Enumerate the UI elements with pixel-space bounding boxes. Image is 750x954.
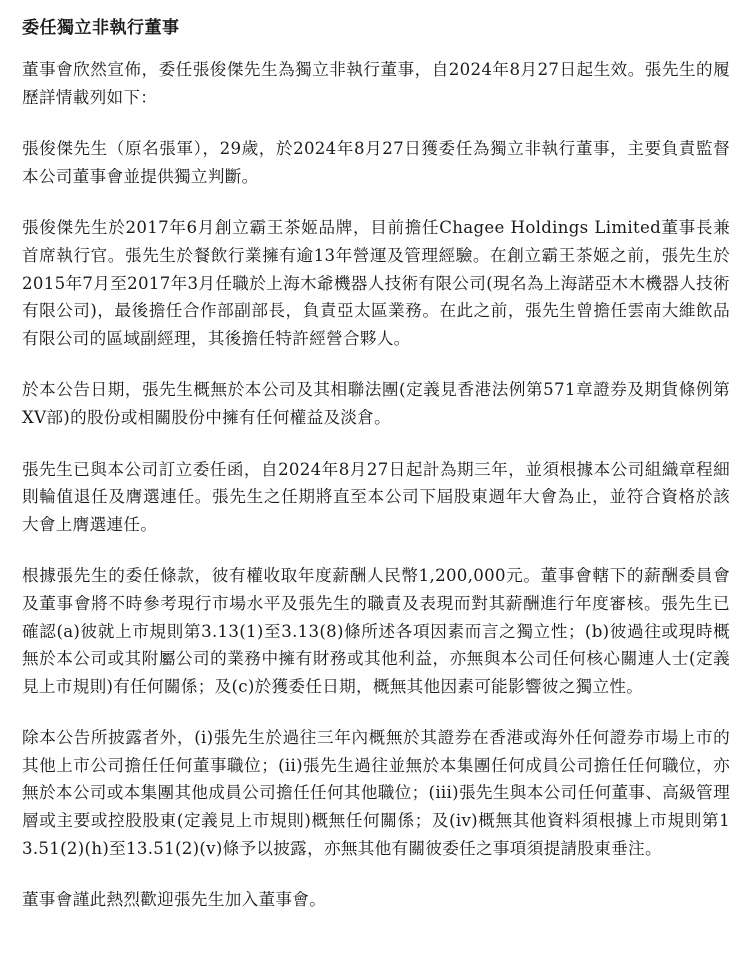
paragraph-term: 張先生已與本公司訂立委任函，自2024年8月27日起計為期三年，並須根據本公司組織章程細則輪值退任及膺選連任。張先生之任期將直至本公司下屆股東週年大會為止，並符合資格於該大會上膺選連任。	[22, 459, 730, 534]
paragraph-disclosure: 除本公告所披露者外，(i)張先生於過往三年內概無於其證券在香港或海外任何證券市場上市的其他上市公司擔任任何董事職位；(ii)張先生過往並無於本集團任何成員公司擔任任何職位，亦無於本公司或本集團其他成員公司擔任任何其他職位；(iii)張先生與本公司任何董事、高級管理層或主要或控股股東(定義見上市規則)概無任何關係；及(iv)概無其他資料須根據上市規則第13.51(2)(h)至13.51(2)(v)條予以披露，亦無其他有關彼委任之事項須提請股東垂注。	[22, 728, 730, 858]
paragraph-announcement: 董事會欣然宣佈，委任張俊傑先生為獨立非執行董事，自2024年8月27日起生效。張先生的履歷詳情載列如下：	[22, 60, 730, 107]
paragraph-interests: 於本公告日期，張先生概無於本公司及其相聯法團(定義見香港法例第571章證券及期貨條例第XV部)的股份或相關股份中擁有任何權益及淡倉。	[22, 380, 730, 427]
section-title: 委任獨立非執行董事	[22, 18, 180, 38]
paragraph-welcome: 董事會謹此熱烈歡迎張先生加入董事會。	[22, 890, 327, 910]
document-body	[22, 14, 730, 914]
paragraph-biography: 張俊傑先生於2017年6月創立霸王茶姬品牌，目前擔任Chagee Holdings Limited董事長兼首席執行官。張先生於餐飲行業擁有逾13年營運及管理經驗。在創立霸王茶姬之前，張先生於2015年7月至2017年3月任職於上海木爺機器人技術有限公司(現名為上海諾亞木木機器人技術有限公司)，最後擔任合作部副部長，負責亞太區業務。在此之前，張先生曾擔任雲南大維飲品有限公司的區域副經理，其後擔任特許經營合夥人。	[22, 218, 730, 348]
paragraph-remuneration: 根據張先生的委任條款，彼有權收取年度薪酬人民幣1,200,000元。董事會轄下的薪酬委員會及董事會將不時參考現行市場水平及張先生的職責及表現而對其薪酬進行年度審核。張先生已確認(a)彼就上市規則第3.13(1)至3.13(8)條所述各項因素而言之獨立性；(b)彼過往或現時概無於本公司或其附屬公司的業務中擁有財務或其他利益，亦無與本公司任何核心關連人士(定義見上市規則)有任何關係；及(c)於獲委任日期，概無其他因素可能影響彼之獨立性。	[22, 566, 730, 696]
paragraph-appointment: 張俊傑先生（原名張軍），29歲，於2024年8月27日獲委任為獨立非執行董事，主要負責監督本公司董事會並提供獨立判斷。	[22, 139, 730, 186]
